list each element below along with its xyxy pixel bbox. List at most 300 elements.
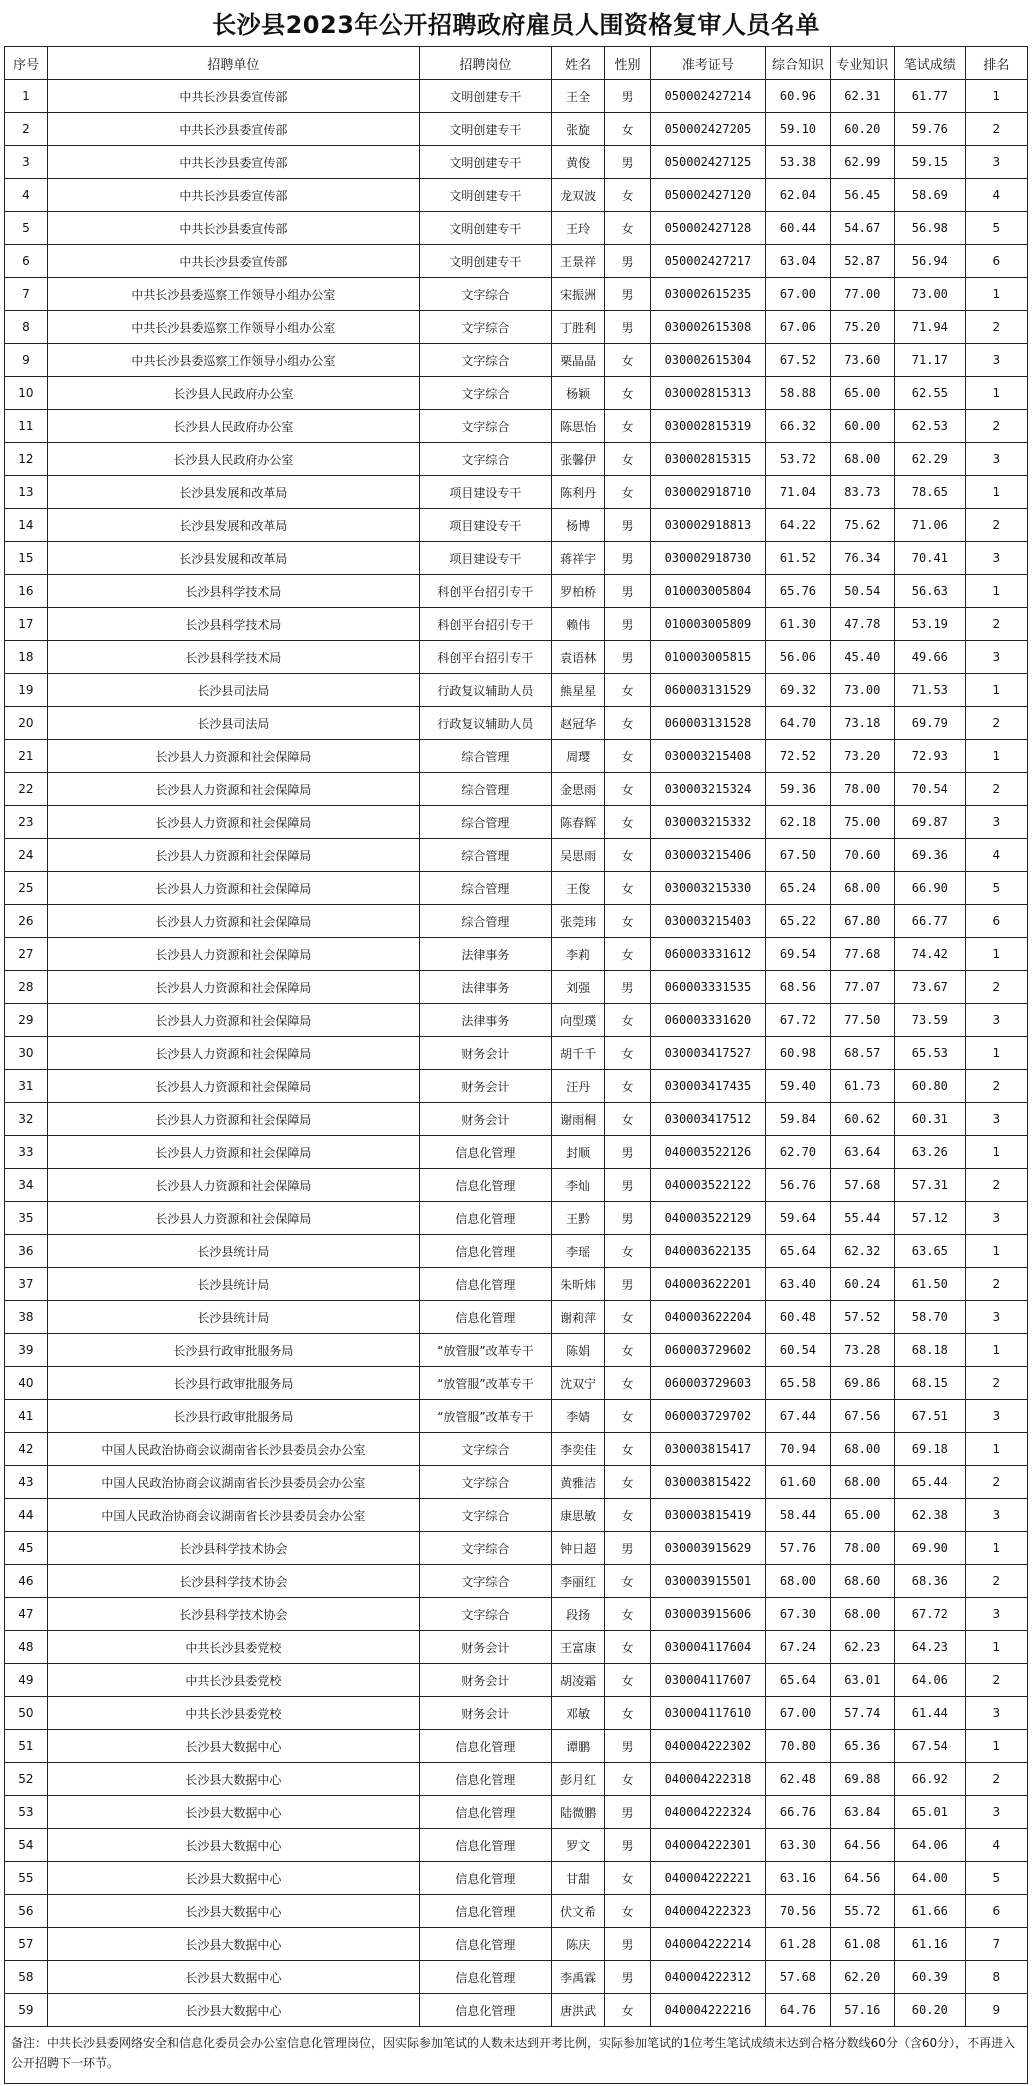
cell-unit: 长沙县人民政府办公室 [47, 410, 419, 443]
cell-exam-id: 040004222214 [650, 1928, 766, 1961]
cell-general-knowledge: 60.98 [766, 1037, 830, 1070]
cell-professional-knowledge: 52.87 [830, 245, 894, 278]
table-row [5, 1169, 1028, 1202]
cell-professional-knowledge: 60.24 [830, 1268, 894, 1301]
table-row [5, 971, 1028, 1004]
cell-name: 赵冠华 [551, 707, 605, 740]
cell-exam-id: 050002427217 [650, 245, 766, 278]
cell-unit: 长沙县人力资源和社会保障局 [47, 1103, 419, 1136]
cell-index: 13 [5, 476, 48, 509]
header-written-score: 笔试成绩 [894, 47, 965, 80]
cell-position: 财务会计 [419, 1631, 551, 1664]
cell-name: 胡千千 [551, 1037, 605, 1070]
cell-unit: 长沙县发展和改革局 [47, 476, 419, 509]
table-row [5, 839, 1028, 872]
cell-exam-id: 030003215406 [650, 839, 766, 872]
cell-professional-knowledge: 76.34 [830, 542, 894, 575]
cell-gender: 女 [605, 1103, 650, 1136]
cell-position: 信息化管理 [419, 1895, 551, 1928]
cell-gender: 男 [605, 1829, 650, 1862]
cell-exam-id: 010003005804 [650, 575, 766, 608]
cell-rank: 1 [965, 674, 1027, 707]
cell-rank: 7 [965, 1928, 1027, 1961]
cell-rank: 1 [965, 1433, 1027, 1466]
cell-name: 王富康 [551, 1631, 605, 1664]
cell-professional-knowledge: 73.00 [830, 674, 894, 707]
cell-position: “放管服”改革专干 [419, 1334, 551, 1367]
cell-general-knowledge: 65.64 [766, 1664, 830, 1697]
cell-unit: 长沙县统计局 [47, 1235, 419, 1268]
cell-index: 43 [5, 1466, 48, 1499]
cell-written-score: 65.53 [894, 1037, 965, 1070]
cell-name: 杨颖 [551, 377, 605, 410]
cell-index: 51 [5, 1730, 48, 1763]
cell-unit: 长沙县大数据中心 [47, 1994, 419, 2027]
cell-name: 王玲 [551, 212, 605, 245]
cell-written-score: 74.42 [894, 938, 965, 971]
cell-name: 王景祥 [551, 245, 605, 278]
cell-exam-id: 040004222318 [650, 1763, 766, 1796]
cell-general-knowledge: 68.56 [766, 971, 830, 1004]
cell-gender: 男 [605, 1796, 650, 1829]
cell-general-knowledge: 70.80 [766, 1730, 830, 1763]
cell-exam-id: 030003215332 [650, 806, 766, 839]
cell-written-score: 62.53 [894, 410, 965, 443]
cell-professional-knowledge: 73.28 [830, 1334, 894, 1367]
cell-unit: 中共长沙县委党校 [47, 1631, 419, 1664]
cell-written-score: 49.66 [894, 641, 965, 674]
cell-gender: 女 [605, 179, 650, 212]
cell-index: 58 [5, 1961, 48, 1994]
cell-unit: 长沙县人力资源和社会保障局 [47, 839, 419, 872]
cell-rank: 2 [965, 1070, 1027, 1103]
cell-written-score: 69.79 [894, 707, 965, 740]
cell-written-score: 56.94 [894, 245, 965, 278]
cell-exam-id: 040004222221 [650, 1862, 766, 1895]
cell-position: 财务会计 [419, 1070, 551, 1103]
cell-index: 48 [5, 1631, 48, 1664]
table-row [5, 1961, 1028, 1994]
cell-name: 陈利丹 [551, 476, 605, 509]
cell-general-knowledge: 63.30 [766, 1829, 830, 1862]
cell-position: 行政复议辅助人员 [419, 674, 551, 707]
cell-rank: 1 [965, 1037, 1027, 1070]
cell-rank: 3 [965, 1103, 1027, 1136]
cell-rank: 2 [965, 707, 1027, 740]
cell-exam-id: 030003815422 [650, 1466, 766, 1499]
cell-exam-id: 040003622201 [650, 1268, 766, 1301]
cell-position: 文字综合 [419, 344, 551, 377]
cell-index: 6 [5, 245, 48, 278]
cell-rank: 3 [965, 1400, 1027, 1433]
cell-name: 王俊 [551, 872, 605, 905]
cell-general-knowledge: 56.06 [766, 641, 830, 674]
cell-rank: 9 [965, 1994, 1027, 2027]
cell-general-knowledge: 62.18 [766, 806, 830, 839]
table-row [5, 1730, 1028, 1763]
cell-written-score: 71.06 [894, 509, 965, 542]
cell-professional-knowledge: 62.32 [830, 1235, 894, 1268]
cell-unit: 中共长沙县委巡察工作领导小组办公室 [47, 311, 419, 344]
cell-professional-knowledge: 67.56 [830, 1400, 894, 1433]
cell-name: 陈庆 [551, 1928, 605, 1961]
cell-name: 段扬 [551, 1598, 605, 1631]
cell-professional-knowledge: 73.20 [830, 740, 894, 773]
document-title: 长沙县2023年公开招聘政府雇员人围资格复审人员名单 [212, 11, 820, 39]
cell-written-score: 66.92 [894, 1763, 965, 1796]
cell-professional-knowledge: 60.62 [830, 1103, 894, 1136]
table-row [5, 1664, 1028, 1697]
cell-unit: 长沙县发展和改革局 [47, 542, 419, 575]
cell-index: 31 [5, 1070, 48, 1103]
cell-index: 55 [5, 1862, 48, 1895]
cell-written-score: 69.90 [894, 1532, 965, 1565]
cell-unit: 长沙县科学技术局 [47, 575, 419, 608]
cell-position: 综合管理 [419, 872, 551, 905]
cell-written-score: 64.00 [894, 1862, 965, 1895]
cell-gender: 女 [605, 806, 650, 839]
cell-rank: 3 [965, 1202, 1027, 1235]
cell-written-score: 60.20 [894, 1994, 965, 2027]
cell-gender: 男 [605, 80, 650, 113]
cell-index: 47 [5, 1598, 48, 1631]
cell-professional-knowledge: 68.00 [830, 1598, 894, 1631]
cell-rank: 3 [965, 1796, 1027, 1829]
cell-gender: 女 [605, 1400, 650, 1433]
cell-written-score: 61.50 [894, 1268, 965, 1301]
cell-written-score: 65.44 [894, 1466, 965, 1499]
cell-professional-knowledge: 57.16 [830, 1994, 894, 2027]
table-row [5, 1532, 1028, 1565]
cell-position: 综合管理 [419, 773, 551, 806]
cell-position: 财务会计 [419, 1664, 551, 1697]
cell-written-score: 69.87 [894, 806, 965, 839]
cell-gender: 男 [605, 311, 650, 344]
table-body [5, 80, 1028, 2027]
cell-gender: 男 [605, 971, 650, 1004]
cell-name: 栗晶晶 [551, 344, 605, 377]
cell-exam-id: 060003131529 [650, 674, 766, 707]
cell-rank: 5 [965, 212, 1027, 245]
cell-professional-knowledge: 65.00 [830, 377, 894, 410]
cell-name: 李莉 [551, 938, 605, 971]
cell-name: 袁语林 [551, 641, 605, 674]
table-row [5, 1004, 1028, 1037]
cell-written-score: 63.65 [894, 1235, 965, 1268]
cell-index: 15 [5, 542, 48, 575]
cell-unit: 长沙县科学技术局 [47, 608, 419, 641]
cell-written-score: 67.72 [894, 1598, 965, 1631]
cell-rank: 1 [965, 278, 1027, 311]
cell-position: 文字综合 [419, 311, 551, 344]
table-row [5, 1334, 1028, 1367]
cell-general-knowledge: 67.50 [766, 839, 830, 872]
cell-position: 文字综合 [419, 278, 551, 311]
cell-gender: 女 [605, 113, 650, 146]
cell-unit: 中共长沙县委宣传部 [47, 146, 419, 179]
cell-professional-knowledge: 77.07 [830, 971, 894, 1004]
cell-exam-id: 030003915606 [650, 1598, 766, 1631]
cell-unit: 中共长沙县委宣传部 [47, 80, 419, 113]
cell-gender: 女 [605, 1895, 650, 1928]
cell-name: 金思雨 [551, 773, 605, 806]
cell-gender: 女 [605, 344, 650, 377]
cell-exam-id: 030002815315 [650, 443, 766, 476]
cell-general-knowledge: 58.88 [766, 377, 830, 410]
cell-unit: 长沙县人力资源和社会保障局 [47, 1169, 419, 1202]
cell-general-knowledge: 67.30 [766, 1598, 830, 1631]
cell-written-score: 70.54 [894, 773, 965, 806]
cell-general-knowledge: 67.00 [766, 278, 830, 311]
cell-position: 综合管理 [419, 806, 551, 839]
cell-index: 30 [5, 1037, 48, 1070]
cell-name: 陈春辉 [551, 806, 605, 839]
cell-index: 40 [5, 1367, 48, 1400]
cell-name: 沈双宁 [551, 1367, 605, 1400]
cell-position: 信息化管理 [419, 1730, 551, 1763]
cell-unit: 长沙县科学技术协会 [47, 1565, 419, 1598]
table-header-row [5, 47, 1028, 80]
cell-gender: 女 [605, 1664, 650, 1697]
cell-written-score: 73.00 [894, 278, 965, 311]
cell-name: 彭月红 [551, 1763, 605, 1796]
cell-unit: 长沙县人民政府办公室 [47, 377, 419, 410]
cell-index: 23 [5, 806, 48, 839]
cell-professional-knowledge: 77.68 [830, 938, 894, 971]
cell-general-knowledge: 70.94 [766, 1433, 830, 1466]
cell-rank: 1 [965, 476, 1027, 509]
cell-unit: 长沙县司法局 [47, 674, 419, 707]
cell-position: 综合管理 [419, 740, 551, 773]
cell-position: 信息化管理 [419, 1235, 551, 1268]
cell-gender: 男 [605, 542, 650, 575]
cell-general-knowledge: 69.54 [766, 938, 830, 971]
cell-general-knowledge: 62.04 [766, 179, 830, 212]
cell-unit: 中共长沙县委巡察工作领导小组办公室 [47, 278, 419, 311]
cell-written-score: 57.12 [894, 1202, 965, 1235]
cell-name: 王黔 [551, 1202, 605, 1235]
cell-name: 谢莉萍 [551, 1301, 605, 1334]
cell-position: 文字综合 [419, 1565, 551, 1598]
cell-written-score: 64.23 [894, 1631, 965, 1664]
cell-general-knowledge: 62.70 [766, 1136, 830, 1169]
cell-index: 39 [5, 1334, 48, 1367]
cell-written-score: 60.31 [894, 1103, 965, 1136]
cell-general-knowledge: 65.22 [766, 905, 830, 938]
cell-general-knowledge: 53.38 [766, 146, 830, 179]
cell-position: 项目建设专干 [419, 509, 551, 542]
header-rank: 排名 [965, 47, 1027, 80]
cell-unit: 中国人民政治协商会议湖南省长沙县委员会办公室 [47, 1433, 419, 1466]
table-row [5, 905, 1028, 938]
cell-rank: 4 [965, 839, 1027, 872]
cell-index: 34 [5, 1169, 48, 1202]
cell-name: 邓敏 [551, 1697, 605, 1730]
cell-general-knowledge: 64.70 [766, 707, 830, 740]
table-row [5, 1202, 1028, 1235]
cell-gender: 女 [605, 905, 650, 938]
cell-name: 张旋 [551, 113, 605, 146]
cell-written-score: 67.54 [894, 1730, 965, 1763]
cell-general-knowledge: 66.76 [766, 1796, 830, 1829]
cell-exam-id: 040004222216 [650, 1994, 766, 2027]
cell-unit: 长沙县大数据中心 [47, 1961, 419, 1994]
cell-name: 熊星星 [551, 674, 605, 707]
cell-index: 44 [5, 1499, 48, 1532]
cell-professional-knowledge: 54.67 [830, 212, 894, 245]
cell-name: 李婧 [551, 1400, 605, 1433]
table-row [5, 740, 1028, 773]
cell-position: 文字综合 [419, 1433, 551, 1466]
cell-position: 文明创建专干 [419, 245, 551, 278]
cell-exam-id: 060003331612 [650, 938, 766, 971]
table-row [5, 1928, 1028, 1961]
cell-professional-knowledge: 68.00 [830, 443, 894, 476]
cell-written-score: 71.53 [894, 674, 965, 707]
cell-rank: 2 [965, 311, 1027, 344]
cell-general-knowledge: 59.64 [766, 1202, 830, 1235]
cell-exam-id: 040004222301 [650, 1829, 766, 1862]
cell-index: 26 [5, 905, 48, 938]
header-index: 序号 [5, 47, 48, 80]
cell-rank: 2 [965, 1664, 1027, 1697]
cell-gender: 女 [605, 1994, 650, 2027]
cell-rank: 3 [965, 542, 1027, 575]
cell-general-knowledge: 64.22 [766, 509, 830, 542]
cell-general-knowledge: 62.48 [766, 1763, 830, 1796]
cell-written-score: 78.65 [894, 476, 965, 509]
cell-general-knowledge: 65.24 [766, 872, 830, 905]
cell-unit: 长沙县科学技术局 [47, 641, 419, 674]
cell-professional-knowledge: 64.56 [830, 1829, 894, 1862]
cell-name: 陈思怡 [551, 410, 605, 443]
cell-name: 谢雨桐 [551, 1103, 605, 1136]
cell-written-score: 58.69 [894, 179, 965, 212]
cell-general-knowledge: 61.28 [766, 1928, 830, 1961]
cell-rank: 2 [965, 971, 1027, 1004]
cell-general-knowledge: 70.56 [766, 1895, 830, 1928]
cell-rank: 5 [965, 1862, 1027, 1895]
cell-general-knowledge: 67.72 [766, 1004, 830, 1037]
cell-unit: 长沙县人力资源和社会保障局 [47, 806, 419, 839]
cell-exam-id: 030004117604 [650, 1631, 766, 1664]
cell-professional-knowledge: 68.00 [830, 1433, 894, 1466]
cell-position: 科创平台招引专干 [419, 641, 551, 674]
cell-exam-id: 060003729602 [650, 1334, 766, 1367]
cell-rank: 5 [965, 872, 1027, 905]
cell-rank: 3 [965, 1598, 1027, 1631]
cell-position: 文字综合 [419, 1532, 551, 1565]
cell-rank: 1 [965, 1532, 1027, 1565]
table-row [5, 1697, 1028, 1730]
cell-gender: 女 [605, 1598, 650, 1631]
cell-general-knowledge: 59.84 [766, 1103, 830, 1136]
cell-professional-knowledge: 83.73 [830, 476, 894, 509]
cell-rank: 1 [965, 740, 1027, 773]
cell-general-knowledge: 60.44 [766, 212, 830, 245]
cell-position: 文明创建专干 [419, 179, 551, 212]
cell-name: 朱昕炜 [551, 1268, 605, 1301]
table-row [5, 1235, 1028, 1268]
cell-unit: 长沙县大数据中心 [47, 1829, 419, 1862]
cell-position: 信息化管理 [419, 1301, 551, 1334]
cell-exam-id: 030003417435 [650, 1070, 766, 1103]
cell-unit: 中共长沙县委党校 [47, 1664, 419, 1697]
cell-written-score: 66.77 [894, 905, 965, 938]
cell-written-score: 69.36 [894, 839, 965, 872]
table-row [5, 1070, 1028, 1103]
cell-name: 康思敏 [551, 1499, 605, 1532]
cell-professional-knowledge: 78.00 [830, 1532, 894, 1565]
cell-unit: 长沙县大数据中心 [47, 1763, 419, 1796]
cell-exam-id: 030002918710 [650, 476, 766, 509]
cell-rank: 3 [965, 1499, 1027, 1532]
cell-general-knowledge: 71.04 [766, 476, 830, 509]
cell-position: 文明创建专干 [419, 212, 551, 245]
table-row [5, 509, 1028, 542]
cell-written-score: 62.29 [894, 443, 965, 476]
cell-index: 22 [5, 773, 48, 806]
cell-name: 宋振洲 [551, 278, 605, 311]
cell-index: 50 [5, 1697, 48, 1730]
cell-rank: 2 [965, 1268, 1027, 1301]
cell-name: 陆微鹏 [551, 1796, 605, 1829]
cell-exam-id: 030003215324 [650, 773, 766, 806]
cell-name: 张馨伊 [551, 443, 605, 476]
cell-exam-id: 040003622204 [650, 1301, 766, 1334]
cell-written-score: 68.18 [894, 1334, 965, 1367]
cell-rank: 1 [965, 1235, 1027, 1268]
cell-name: 钟日超 [551, 1532, 605, 1565]
cell-written-score: 69.18 [894, 1433, 965, 1466]
cell-gender: 女 [605, 212, 650, 245]
cell-index: 54 [5, 1829, 48, 1862]
cell-name: 李丽红 [551, 1565, 605, 1598]
cell-gender: 男 [605, 1268, 650, 1301]
cell-professional-knowledge: 50.54 [830, 575, 894, 608]
cell-general-knowledge: 60.96 [766, 80, 830, 113]
cell-rank: 2 [965, 1169, 1027, 1202]
cell-index: 53 [5, 1796, 48, 1829]
cell-general-knowledge: 61.60 [766, 1466, 830, 1499]
cell-unit: 长沙县行政审批服务局 [47, 1400, 419, 1433]
cell-name: 向型璞 [551, 1004, 605, 1037]
cell-rank: 1 [965, 80, 1027, 113]
cell-gender: 女 [605, 1565, 650, 1598]
cell-rank: 2 [965, 1565, 1027, 1598]
cell-exam-id: 050002427120 [650, 179, 766, 212]
cell-exam-id: 040003522126 [650, 1136, 766, 1169]
cell-position: 信息化管理 [419, 1268, 551, 1301]
cell-written-score: 61.66 [894, 1895, 965, 1928]
cell-written-score: 64.06 [894, 1829, 965, 1862]
cell-index: 11 [5, 410, 48, 443]
cell-gender: 男 [605, 608, 650, 641]
cell-index: 12 [5, 443, 48, 476]
cell-general-knowledge: 56.76 [766, 1169, 830, 1202]
cell-exam-id: 040004222324 [650, 1796, 766, 1829]
table-row [5, 1103, 1028, 1136]
cell-exam-id: 030003815419 [650, 1499, 766, 1532]
cell-professional-knowledge: 62.23 [830, 1631, 894, 1664]
cell-professional-knowledge: 57.74 [830, 1697, 894, 1730]
header-exam-id: 准考证号 [650, 47, 766, 80]
cell-name: 甘甜 [551, 1862, 605, 1895]
cell-written-score: 56.63 [894, 575, 965, 608]
cell-index: 19 [5, 674, 48, 707]
cell-general-knowledge: 66.32 [766, 410, 830, 443]
cell-name: 李瑶 [551, 1235, 605, 1268]
